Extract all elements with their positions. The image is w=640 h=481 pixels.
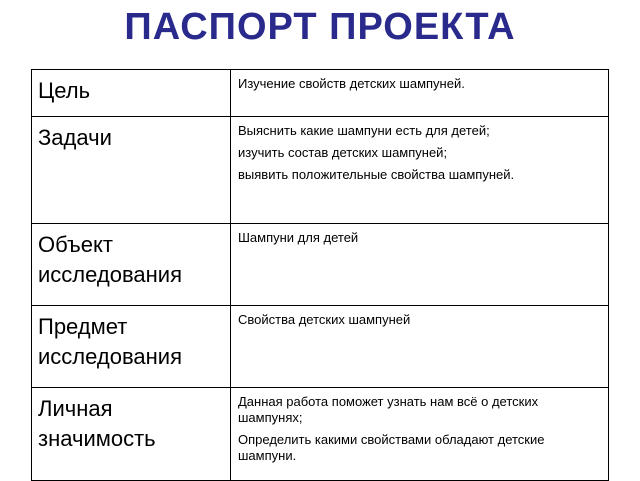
value-line: изучить состав детских шампуней; xyxy=(238,145,448,160)
row-label-goal: Цель xyxy=(32,70,231,117)
row-value-goal xyxy=(231,70,609,117)
row-label-significance: Личная значимость xyxy=(32,388,231,481)
page-title: ПАСПОРТ ПРОЕКТА xyxy=(124,6,516,48)
row-value-subject xyxy=(231,306,609,388)
row-value-tasks xyxy=(231,117,609,224)
table-row xyxy=(32,306,609,388)
table-row xyxy=(32,117,609,224)
row-value-significance xyxy=(231,388,609,481)
value-line: Определить какими свойствами обладают детские шампуни. xyxy=(238,432,545,463)
row-value-object xyxy=(231,224,609,306)
project-passport-table xyxy=(31,69,609,481)
row-label-subject: Предмет исследования xyxy=(32,306,231,388)
row-label-tasks: Задачи xyxy=(32,117,231,224)
value-line: Свойства детских шампуней xyxy=(238,312,411,327)
value-line: Шампуни для детей xyxy=(238,230,359,245)
value-line: выявить положительные свойства шампуней. xyxy=(238,167,515,182)
value-line: Выяснить какие шампуни есть для детей; xyxy=(238,123,490,138)
value-line: Изучение свойств детских шампуней. xyxy=(238,76,465,91)
table-row xyxy=(32,70,609,117)
table-row xyxy=(32,388,609,481)
row-label-object: Объект исследования xyxy=(32,224,231,306)
table-row xyxy=(32,224,609,306)
value-line: Данная работа поможет узнать нам всё о детских шампунях; xyxy=(238,394,539,425)
